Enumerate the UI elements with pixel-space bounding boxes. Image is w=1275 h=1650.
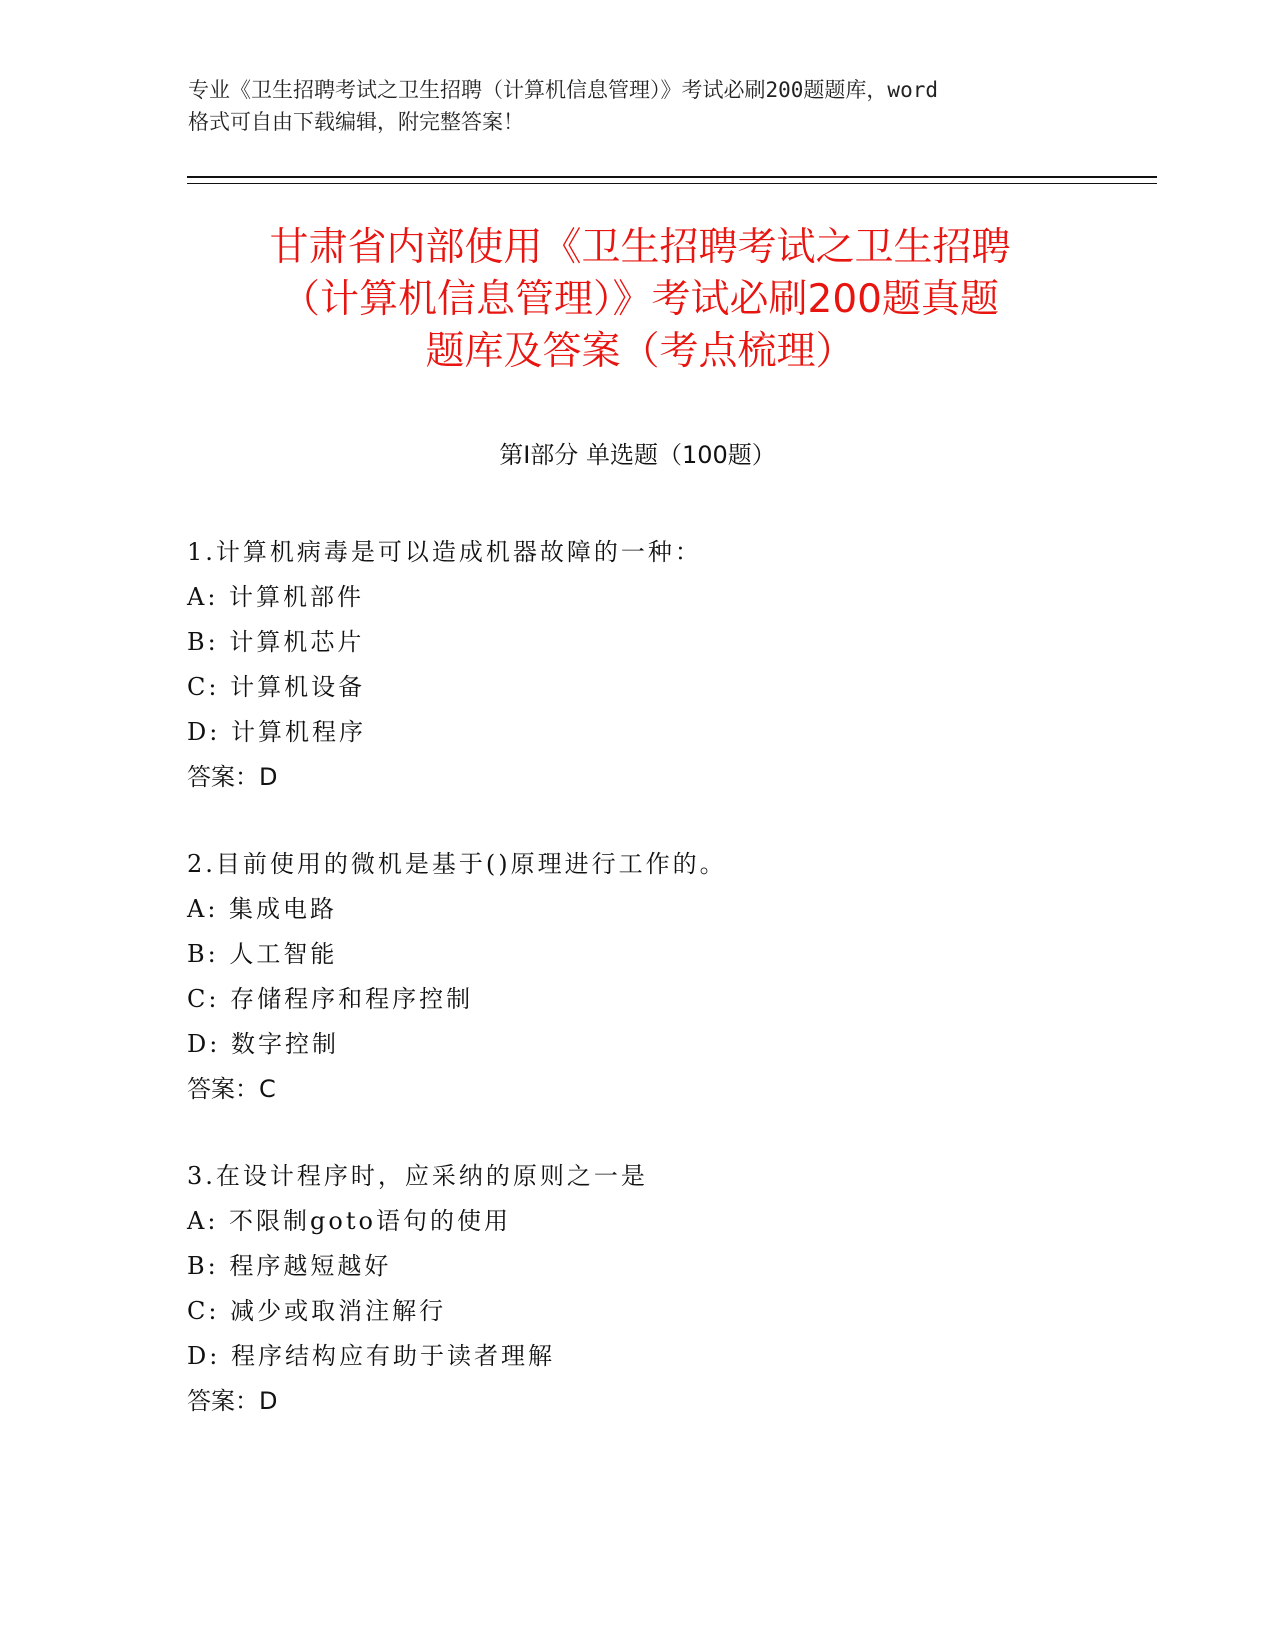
option-a: A: 集成电路 [187,895,338,923]
option-c: C: 减少或取消注解行 [187,1297,447,1325]
option-d: D: 计算机程序 [187,718,366,746]
answer: 答案：C [187,1075,276,1103]
option-a: A: 不限制goto语句的使用 [187,1207,511,1235]
question-stem: 3.在设计程序时，应采纳的原则之一是 [187,1162,648,1190]
question-stem: 1.计算机病毒是可以造成机器故障的一种： [187,538,702,566]
option-d: D: 程序结构应有助于读者理解 [187,1342,555,1370]
header-line-1: 专业《卫生招聘考试之卫生招聘（计算机信息管理）》考试必刷200题题库，word [188,78,938,102]
header-rule-thin [187,183,1157,184]
title-line-1: 甘肃省内部使用《卫生招聘考试之卫生招聘 [269,225,1011,270]
document-title [100,222,1180,378]
question-stem: 2.目前使用的微机是基于()原理进行工作的。 [187,850,727,878]
section-title: 第Ⅰ部分 单选题（100题） [499,441,776,469]
answer: 答案：D [187,763,278,791]
header-line-2: 格式可自由下载编辑，附完整答案！ [188,110,524,134]
option-b: B: 程序越短越好 [187,1252,392,1280]
option-a: A: 计算机部件 [187,583,365,611]
option-c: C: 计算机设备 [187,673,366,701]
option-b: B: 计算机芯片 [187,628,365,656]
option-b: B: 人工智能 [187,940,338,968]
question-1 [187,530,1137,800]
title-line-3: 题库及答案（考点梳理） [425,329,855,374]
option-c: C: 存储程序和程序控制 [187,985,474,1013]
title-line-2: （计算机信息管理）》考试必刷200题真题 [281,277,999,322]
question-2 [187,842,1137,1112]
document-header [188,74,1088,138]
option-d: D: 数字控制 [187,1030,339,1058]
answer: 答案：D [187,1387,278,1415]
question-3 [187,1154,1137,1424]
question-list [187,530,1137,1466]
header-rule-thick [187,176,1157,178]
